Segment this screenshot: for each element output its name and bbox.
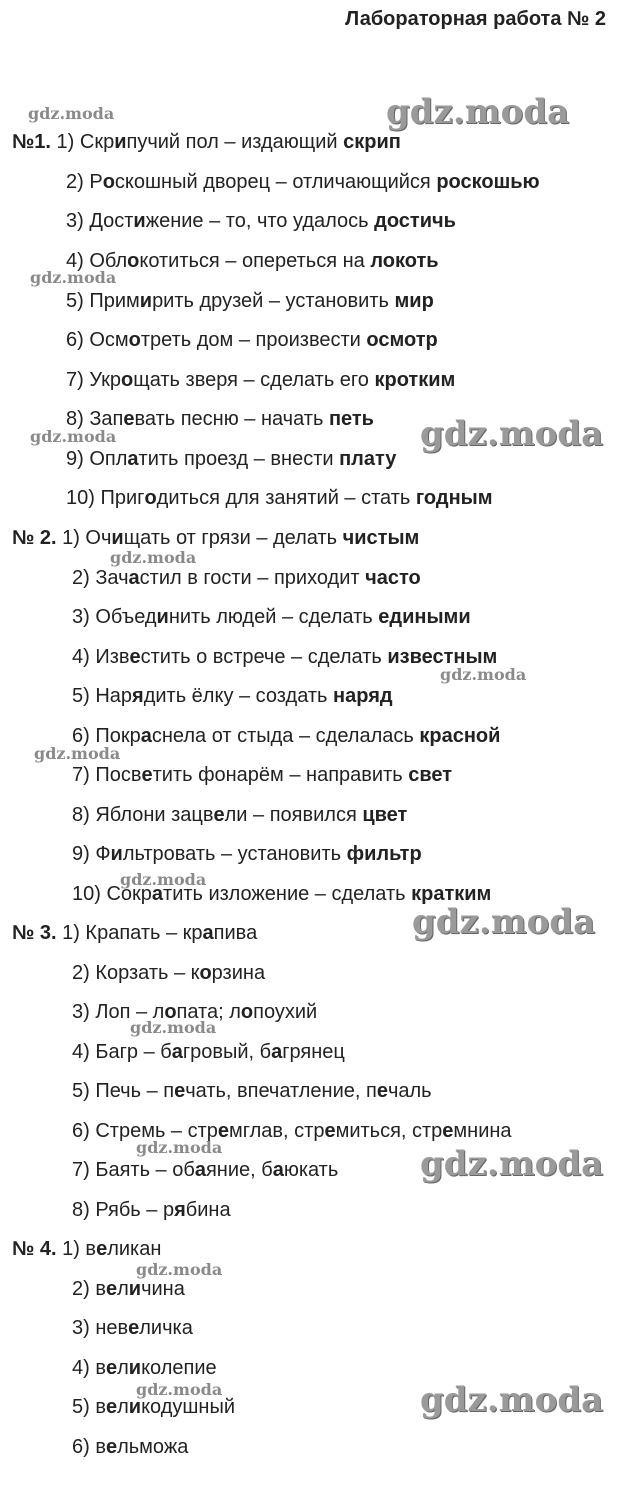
answer-text: 1) Скр	[56, 131, 115, 153]
answer-text: поухий	[253, 1001, 318, 1023]
highlighted-text: е	[123, 408, 135, 430]
highlighted-text: е	[105, 1357, 118, 1379]
answer-text: мнина	[453, 1120, 512, 1142]
answer-line	[72, 1435, 188, 1459]
highlighted-text: достичь	[374, 210, 456, 232]
answer-text: 3) нев	[72, 1317, 129, 1339]
highlighted-text: о	[121, 369, 134, 391]
highlighted-text: мир	[394, 290, 434, 312]
highlighted-text: локоть	[370, 250, 439, 272]
answer-line	[72, 803, 407, 827]
answer-text: 4) Изв	[72, 646, 130, 668]
answer-text: пива	[213, 922, 258, 944]
answer-line	[72, 1356, 217, 1380]
answer-text: щать от грязи – делать	[123, 527, 343, 549]
highlighted-text: е	[217, 1120, 230, 1142]
watermark-logo: gdz.moda	[120, 870, 207, 889]
answer-text: чина	[141, 1278, 185, 1300]
answer-text: дить ёлку – создать	[143, 685, 334, 707]
answer-text: кодушный	[141, 1396, 236, 1418]
answer-text: ликан	[107, 1238, 162, 1260]
highlighted-text: е	[174, 1080, 186, 1102]
highlighted-text: е	[128, 1317, 140, 1339]
answer-text: 4) Обл	[66, 250, 128, 272]
answer-line	[12, 526, 419, 550]
highlighted-text: известным	[387, 646, 498, 668]
highlighted-text: часто	[365, 567, 421, 589]
answer-line	[66, 368, 455, 392]
section-number: № 4.	[12, 1238, 57, 1260]
highlighted-text: е	[376, 1080, 388, 1102]
highlighted-text: наряд	[333, 685, 393, 707]
answer-line	[66, 249, 439, 273]
answer-text: 8) Зап	[66, 408, 124, 430]
watermark-logo: gdz.moda	[136, 1380, 223, 1399]
answer-line	[72, 645, 497, 669]
answer-text: 6) Стремь – стр	[72, 1120, 218, 1142]
highlighted-text: петь	[328, 408, 374, 430]
answer-text: 8) Яблони зацв	[72, 804, 214, 826]
highlighted-text: я	[174, 1199, 186, 1221]
answer-line	[12, 921, 257, 945]
answer-text: стить о встрече – сделать	[140, 646, 388, 668]
highlighted-text: о	[128, 329, 141, 351]
answer-text: 7) Укр	[66, 369, 122, 391]
highlighted-text: кротким	[374, 369, 456, 391]
watermark-logo: gdz.moda	[420, 1380, 604, 1420]
highlighted-text: и	[128, 1396, 142, 1418]
answer-line	[66, 328, 438, 352]
answer-text: 5) Прим	[66, 290, 140, 312]
answer-text: тить изложение – сделать	[163, 883, 412, 905]
answer-line	[72, 1316, 193, 1340]
answer-line	[72, 1040, 345, 1064]
answer-line	[66, 289, 434, 313]
answer-text: 2) Зач	[72, 567, 129, 589]
highlighted-text: и	[111, 527, 124, 549]
highlighted-text: и	[139, 290, 153, 312]
answer-line	[72, 1277, 185, 1301]
highlighted-text: едиными	[378, 606, 471, 628]
highlighted-text: кратким	[411, 883, 492, 905]
answer-line	[66, 209, 456, 233]
answer-text: личка	[139, 1317, 193, 1339]
watermark-logo: gdz.moda	[386, 92, 570, 132]
highlighted-text: о	[240, 1001, 254, 1023]
answer-text: 2) Р	[66, 171, 103, 193]
highlighted-text: е	[442, 1120, 454, 1142]
answer-text: 6) Покр	[72, 725, 141, 747]
answer-line	[66, 486, 493, 510]
answer-text: рзина	[211, 962, 266, 984]
highlighted-text: а	[128, 567, 140, 589]
answer-text: 5) в	[72, 1396, 106, 1418]
answer-text: пучий пол – издающий	[126, 131, 344, 153]
highlighted-text: красной	[419, 725, 501, 747]
answer-text: колепие	[141, 1357, 217, 1379]
highlighted-text: плату	[339, 448, 397, 470]
highlighted-text: осмотр	[366, 329, 438, 351]
watermark-logo: gdz.moda	[34, 744, 121, 763]
answer-text: чать, впечатление, п	[185, 1080, 377, 1102]
answer-text: щать зверя – сделать его	[133, 369, 375, 391]
highlighted-text: свет	[408, 764, 453, 786]
highlighted-text: и	[128, 1357, 142, 1379]
highlighted-text: а	[151, 883, 164, 905]
answer-line	[72, 1079, 432, 1103]
highlighted-text: е	[213, 804, 225, 826]
answer-text: стил в гости – приходит	[139, 567, 366, 589]
answer-text: 5) Печь – п	[72, 1080, 175, 1102]
answer-text: бина	[185, 1199, 231, 1221]
highlighted-text: а	[127, 448, 139, 470]
highlighted-text: о	[199, 962, 212, 984]
answer-text: 2) в	[72, 1278, 106, 1300]
highlighted-text: е	[105, 1278, 118, 1300]
answer-text: 1) Крапать – кр	[62, 922, 203, 944]
answer-text: 2) Корзать – к	[72, 962, 200, 984]
watermark-logo: gdz.moda	[136, 1260, 223, 1279]
answer-text: тить проезд – внести	[138, 448, 340, 470]
answer-text: 4) Багр – б	[72, 1041, 172, 1063]
answer-text: льтровать – установить	[122, 843, 347, 865]
answer-line	[72, 1198, 231, 1222]
answer-text: 3) Дост	[66, 210, 134, 232]
highlighted-text: е	[141, 764, 153, 786]
answer-text: треть дом – произвести	[140, 329, 367, 351]
highlighted-text: о	[164, 1001, 177, 1023]
answer-text: 1) Оч	[62, 527, 112, 549]
answer-text: л	[117, 1278, 129, 1300]
highlighted-text: е	[324, 1120, 336, 1142]
highlighted-text: годным	[415, 487, 493, 509]
answer-text: 8) Рябь – р	[72, 1199, 175, 1221]
answer-line	[72, 566, 421, 590]
answer-line	[72, 724, 500, 748]
watermark-logo: gdz.moda	[440, 665, 527, 684]
answer-text: л	[117, 1357, 129, 1379]
answer-text: нить людей – сделать	[168, 606, 379, 628]
answer-text: снела от стыда – сделалась	[151, 725, 420, 747]
highlighted-text: о	[127, 250, 140, 272]
watermark-logo: gdz.moda	[110, 548, 197, 567]
answer-text: 1) в	[62, 1238, 97, 1260]
answer-line	[12, 1237, 161, 1261]
answer-text: чаль	[387, 1080, 432, 1102]
answer-line	[66, 170, 540, 194]
answer-line	[72, 605, 471, 629]
answer-line	[72, 684, 393, 708]
answer-text: 9) Опл	[66, 448, 128, 470]
section-number: № 2.	[12, 527, 57, 549]
watermark-logo: gdz.moda	[130, 1018, 217, 1037]
answer-text: тить фонарём – направить	[152, 764, 409, 786]
answer-text: ли – появился	[224, 804, 363, 826]
highlighted-text: чистым	[342, 527, 420, 549]
answer-text: котиться – опереться на	[139, 250, 371, 272]
answer-text: юкать	[283, 1159, 339, 1181]
highlighted-text: роскошью	[436, 171, 540, 193]
section-number: №1.	[12, 131, 51, 153]
answer-text: миться, стр	[335, 1120, 443, 1142]
watermark-logo: gdz.moda	[420, 1144, 604, 1184]
answer-text: 5) Нар	[72, 685, 133, 707]
section-number: № 3.	[12, 922, 57, 944]
watermark-logo: gdz.moda	[30, 427, 117, 446]
answer-text: 6) в	[72, 1436, 106, 1458]
highlighted-text: а	[272, 1159, 284, 1181]
answer-line	[66, 447, 396, 471]
answer-line	[72, 961, 265, 985]
answer-text: вать песню – начать	[134, 408, 329, 430]
answer-line	[12, 130, 401, 154]
watermark-logo: gdz.moda	[412, 902, 596, 942]
answer-text: 9) Ф	[72, 843, 111, 865]
highlighted-text: фильтр	[346, 843, 422, 865]
answer-text: жение – то, что удалось	[145, 210, 375, 232]
watermark-logo: gdz.moda	[30, 268, 117, 287]
highlighted-text: о	[144, 487, 157, 509]
answer-text: 6) Осм	[66, 329, 129, 351]
answer-text: пата; л	[176, 1001, 241, 1023]
highlighted-text: и	[114, 131, 127, 153]
answer-text: 3) Объед	[72, 606, 157, 628]
answer-text: яние, б	[205, 1159, 273, 1181]
highlighted-text: е	[105, 1396, 118, 1418]
answer-text: мглав, стр	[229, 1120, 325, 1142]
answer-text: л	[117, 1396, 129, 1418]
highlighted-text: и	[156, 606, 169, 628]
answer-text: грянец	[282, 1041, 345, 1063]
highlighted-text: а	[140, 725, 152, 747]
answer-line	[72, 1158, 338, 1182]
answer-line	[72, 763, 452, 787]
highlighted-text: цвет	[362, 804, 408, 826]
highlighted-text: а	[271, 1041, 283, 1063]
highlighted-text: и	[133, 210, 146, 232]
answer-text: гровый, б	[182, 1041, 272, 1063]
highlighted-text: и	[110, 843, 123, 865]
highlighted-text: а	[194, 1159, 206, 1181]
answer-text: 10) Приг	[66, 487, 145, 509]
highlighted-text: а	[202, 922, 214, 944]
highlighted-text: а	[171, 1041, 183, 1063]
answer-text: 4) в	[72, 1357, 106, 1379]
watermark-logo: gdz.moda	[136, 1138, 223, 1157]
highlighted-text: скрип	[343, 131, 401, 153]
page-title: Лабораторная работа № 2	[345, 8, 606, 30]
watermark-logo: gdz.moda	[420, 414, 604, 454]
highlighted-text: и	[128, 1278, 142, 1300]
answer-text: льможа	[117, 1436, 189, 1458]
answer-text: 3) Лоп – л	[72, 1001, 165, 1023]
answer-line	[72, 842, 422, 866]
answer-text: рить друзей – установить	[152, 290, 395, 312]
answer-text: диться для занятий – стать	[156, 487, 416, 509]
highlighted-text: е	[129, 646, 141, 668]
highlighted-text: о	[102, 171, 115, 193]
answer-text: 7) Посв	[72, 764, 142, 786]
answer-text: скошный дворец – отличающийся	[114, 171, 437, 193]
highlighted-text: е	[96, 1238, 108, 1260]
answer-text: 7) Баять – об	[72, 1159, 195, 1181]
watermark-logo: gdz.moda	[28, 104, 115, 123]
highlighted-text: я	[132, 685, 144, 707]
highlighted-text: е	[105, 1436, 118, 1458]
answer-text: 10) Сокр	[72, 883, 152, 905]
